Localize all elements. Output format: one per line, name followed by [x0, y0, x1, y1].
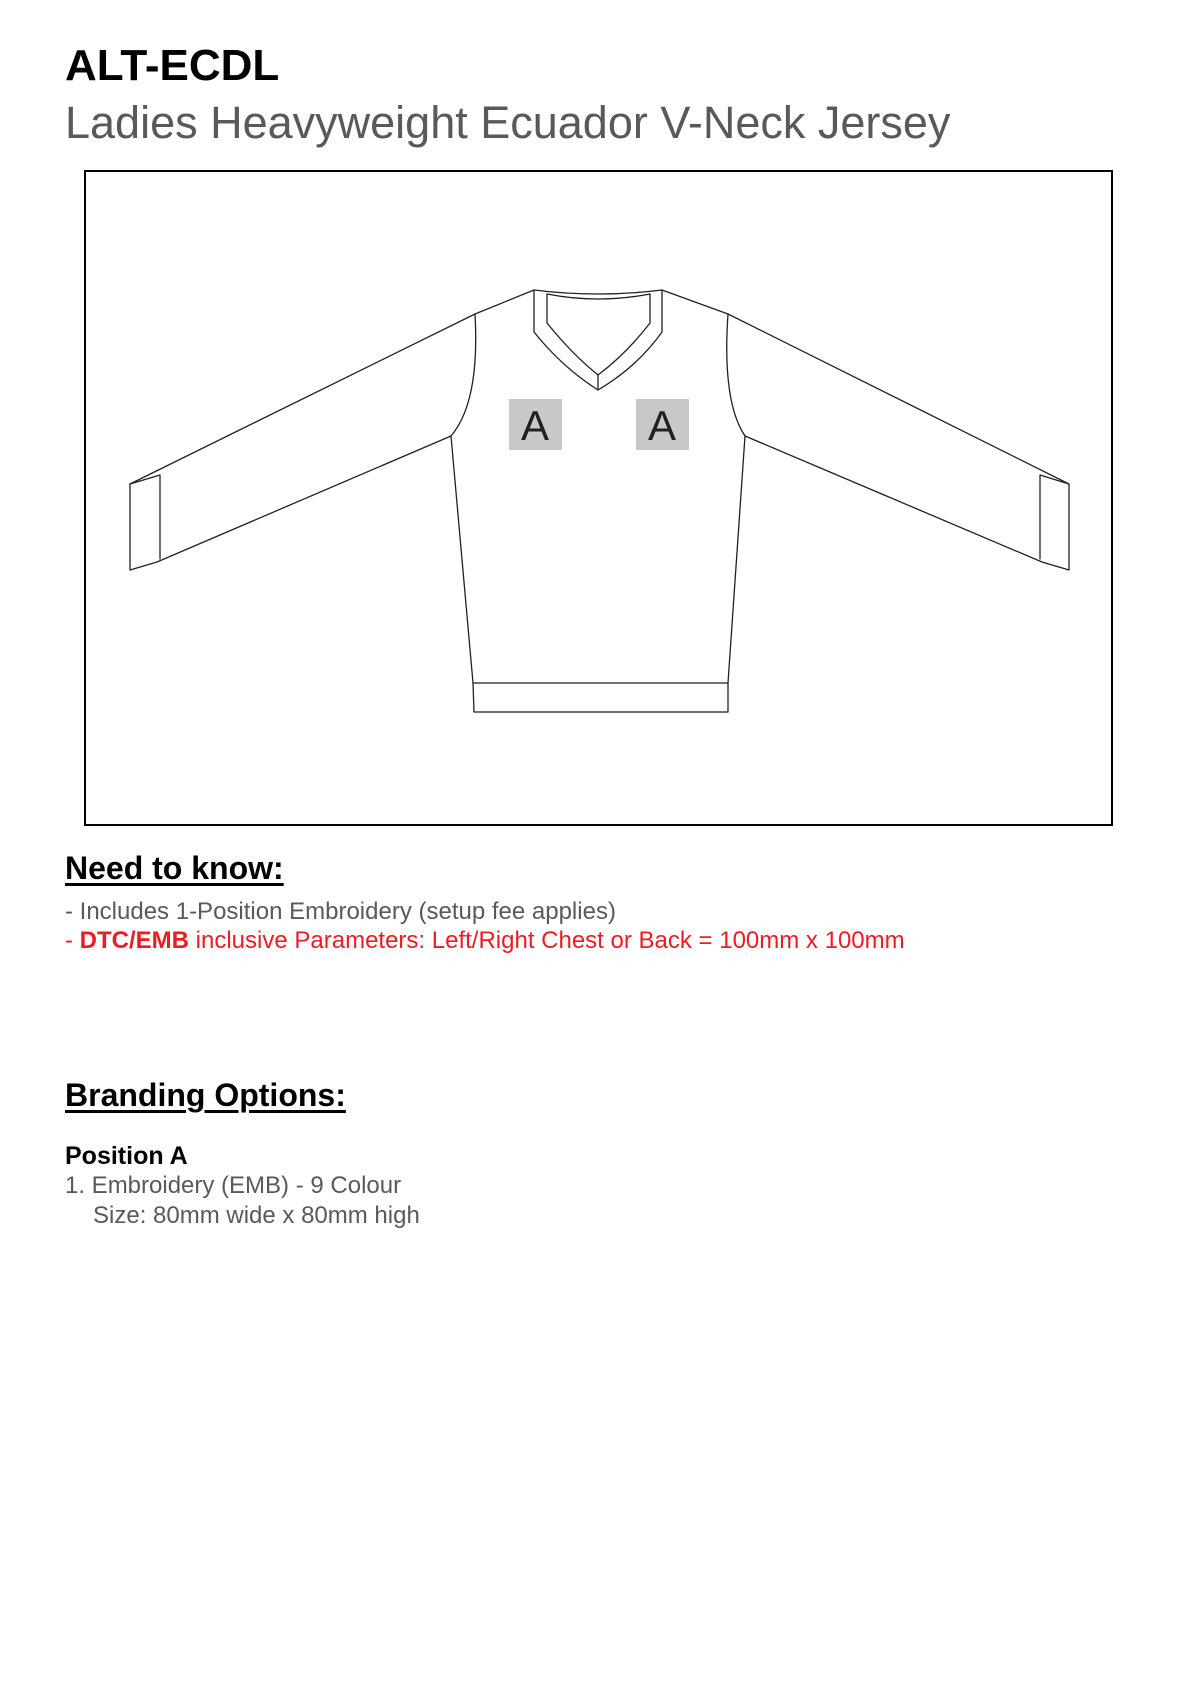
right-side-seam [728, 436, 745, 683]
need-to-know-line-1: - Includes 1-Position Embroidery (setup fee applies) [65, 898, 616, 925]
position-a-right [636, 399, 689, 450]
jersey-front-drawing [86, 172, 1110, 823]
dtc-emb-label: DTC/EMB [79, 927, 189, 954]
branding-option-1: 1. Embroidery (EMB) - 9 Colour [65, 1172, 402, 1199]
right-cuff-seam [1040, 475, 1069, 559]
need-to-know-heading: Need to know: [65, 850, 284, 886]
product-name: Ladies Heavyweight Ecuador V-Neck Jersey [65, 97, 951, 148]
line-2-rest: inclusive Parameters: Left/Right Chest or Back = 100mm x 100mm [189, 927, 905, 954]
branding-options-heading: Branding Options: [65, 1077, 346, 1113]
position-a-left-label: A [520, 402, 550, 449]
position-a-right-label: A [647, 402, 677, 449]
right-armhole [727, 314, 745, 436]
position-a-heading: Position A [65, 1142, 188, 1170]
line-2-prefix: - [65, 927, 80, 954]
left-side-seam [451, 436, 473, 683]
left-sleeve [130, 314, 475, 570]
left-armhole [451, 314, 476, 436]
collar-back [534, 290, 662, 294]
right-shoulder [662, 290, 728, 314]
product-code: ALT-ECDL [65, 41, 280, 90]
collar-back-inner [547, 294, 650, 299]
branding-option-1-size: Size: 80mm wide x 80mm high [93, 1202, 420, 1229]
hem-band [473, 683, 728, 712]
left-shoulder [475, 290, 534, 314]
need-to-know-line-2 [65, 929, 905, 953]
left-cuff-seam [130, 475, 160, 559]
garment-illustration-frame [84, 170, 1113, 826]
right-sleeve [728, 314, 1069, 570]
position-a-left [509, 399, 562, 450]
